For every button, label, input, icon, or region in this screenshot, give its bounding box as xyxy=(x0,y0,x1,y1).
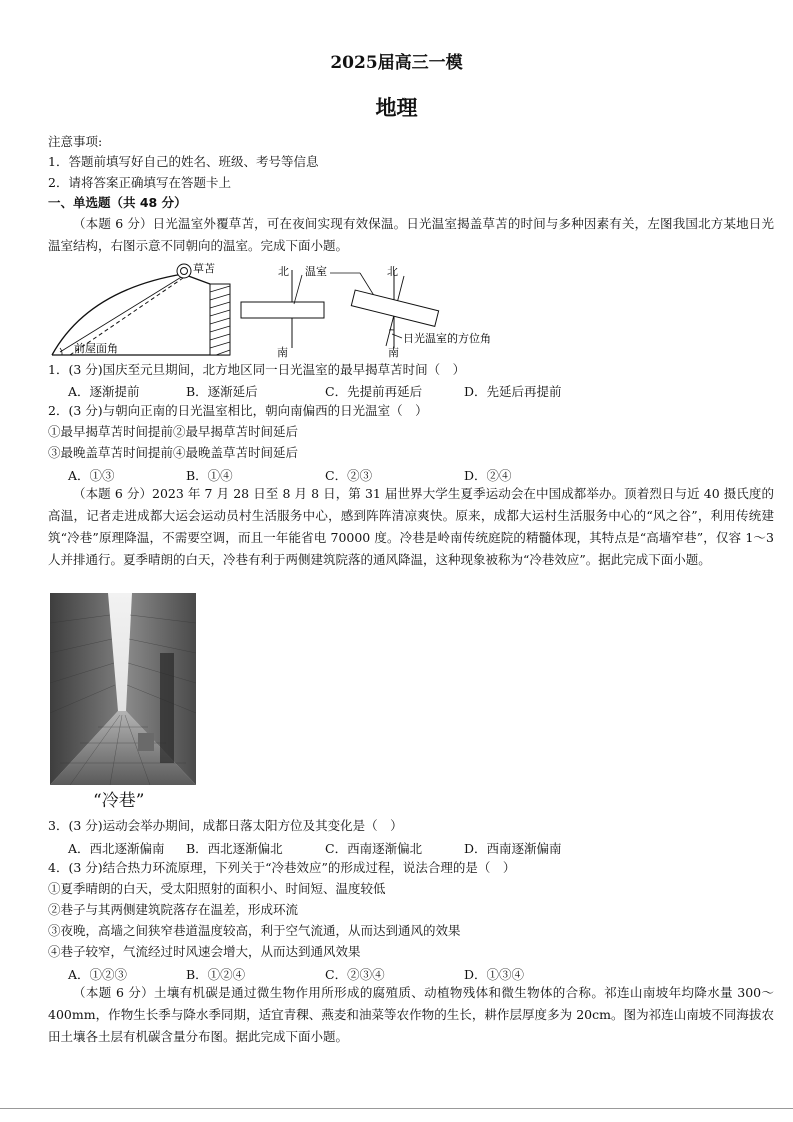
q1-option-a[interactable]: A．逐渐提前 xyxy=(68,384,140,399)
q4-option-c[interactable]: C．②③④ xyxy=(325,967,385,982)
q2-option-d[interactable]: D．②④ xyxy=(464,468,512,483)
label-north-2: 北 xyxy=(387,265,398,278)
exam-title: 2025届高三一模 xyxy=(330,53,463,73)
straw-roll-icon xyxy=(177,264,191,278)
subject-title: 地理 xyxy=(375,96,418,120)
q2-option-a[interactable]: A．①③ xyxy=(68,468,115,483)
q4-option-a[interactable]: A．①②③ xyxy=(68,967,128,982)
q4-line-1: ①夏季晴朗的白天，受太阳照射的面积小、时间短、温度较低 xyxy=(48,881,386,896)
q2-line-1: ①最早揭草苫时间提前②最早揭草苫时间延后 xyxy=(48,424,299,439)
q1-option-c[interactable]: C．先提前再延后 xyxy=(325,384,423,399)
q3-stem: 3．(3 分)运动会举办期间，成都日落太阳方位及其变化是（ ） xyxy=(48,818,403,833)
q3-option-d[interactable]: D．西南逐渐偏南 xyxy=(464,841,562,856)
q2-option-b[interactable]: B．①④ xyxy=(186,468,233,483)
q1-option-d[interactable]: D．先延后再提前 xyxy=(464,384,562,399)
label-front-angle: 前屋面角 xyxy=(74,342,118,355)
q3-option-c[interactable]: C．西南逐渐偏北 xyxy=(325,841,423,856)
label-greenhouse: 温室 xyxy=(305,265,327,278)
greenhouse-figure xyxy=(48,260,538,360)
q1-stem: 1．(3 分)国庆至元旦期间，北方地区同一日光温室的最早揭草苫时间（ ） xyxy=(48,362,466,377)
q4-stem: 4．(3 分)结合热力环流原理，下列关于“冷巷效应”的形成过程，说法合理的是（ ） xyxy=(48,860,516,875)
q3-option-b[interactable]: B．西北逐渐偏北 xyxy=(186,841,283,856)
group1-intro: （本题 6 分）日光温室外覆草苫，可在夜间实现有效保温。日光温室揭盖草苫的时间与多种因素有关，左图我国北方某地日光温室结构，右图示意不同朝向的温室。完成下面小题。 xyxy=(48,216,774,253)
cold-alley-photo xyxy=(50,593,196,785)
q4-line-4: ④巷子较窄，气流经过时风速会增大，从而达到通风效果 xyxy=(48,944,361,959)
q2-line-2: ③最晚盖草苫时间提前④最晚盖草苫时间延后 xyxy=(48,445,299,460)
notes-heading: 注意事项: xyxy=(48,134,103,149)
label-north-1: 北 xyxy=(278,265,289,278)
group2-intro: （本题 6 分）2023 年 7 月 28 日至 8 月 8 日，第 31 届世界大学生夏季运动会在中国成都举办。顶着烈日与近 40 摄氏度的高温，记者走进成都大运会运动员村生活服务中心，感到阵阵清凉爽快。原来，成都大运村生活服务中心的“风之谷”，利用传统建筑“冷巷”原理降温，不需要空调，而且一年能省电 70000 度。冷巷是岭南传统庭院的精髓体现，其特点是“高墙窄巷”，仅容 1～3 人并排通行。夏季晴朗的白天，冷巷有利于两侧建筑院落的通风降温，这种现象被称为“冷巷效应”。据此完成下面小题。 xyxy=(48,486,774,567)
label-caokuan: 草苫 xyxy=(193,262,215,275)
page-bottom-rule xyxy=(0,1108,793,1109)
q2-option-c[interactable]: C．②③ xyxy=(325,468,373,483)
q4-option-b[interactable]: B．①②④ xyxy=(186,967,246,982)
label-south-1: 南 xyxy=(277,346,288,359)
label-azimuth: 日光温室的方位角 xyxy=(403,332,491,345)
q2-stem: 2．(3 分)与朝向正南的日光温室相比，朝向南偏西的日光温室（ ） xyxy=(48,403,428,418)
q4-line-3: ③夜晚，高墙之间狭窄巷道温度较高，利于空气流通，从而达到通风的效果 xyxy=(48,923,461,938)
notes-item-2: 2．请将答案正确填写在答题卡上 xyxy=(48,175,231,190)
group3-intro: （本题 6 分）土壤有机碳是通过微生物作用所形成的腐殖质、动植物残体和微生物体的合称。祁连山南坡年均降水量 300～400mm，作物生长季与降水季同期，适宜青稞、燕麦和油菜等农作物的生长，耕作层厚度多为 20cm。图为祁连山南坡不同海拔农田土壤各土层有机碳含量分布图。据此完成下面小题。 xyxy=(48,985,774,1044)
notes-item-1: 1．答题前填写好自己的姓名、班级、考号等信息 xyxy=(48,154,319,169)
q4-option-d[interactable]: D．①③④ xyxy=(464,967,525,982)
label-south-2: 南 xyxy=(388,346,399,359)
q4-line-2: ②巷子与其两侧建筑院落存在温差，形成环流 xyxy=(48,902,299,917)
section-heading: 一、单选题（共 48 分） xyxy=(48,195,187,210)
q3-option-a[interactable]: A．西北逐渐偏南 xyxy=(68,841,165,856)
q1-option-b[interactable]: B．逐渐延后 xyxy=(186,384,258,399)
photo-caption: “冷巷” xyxy=(93,791,145,811)
